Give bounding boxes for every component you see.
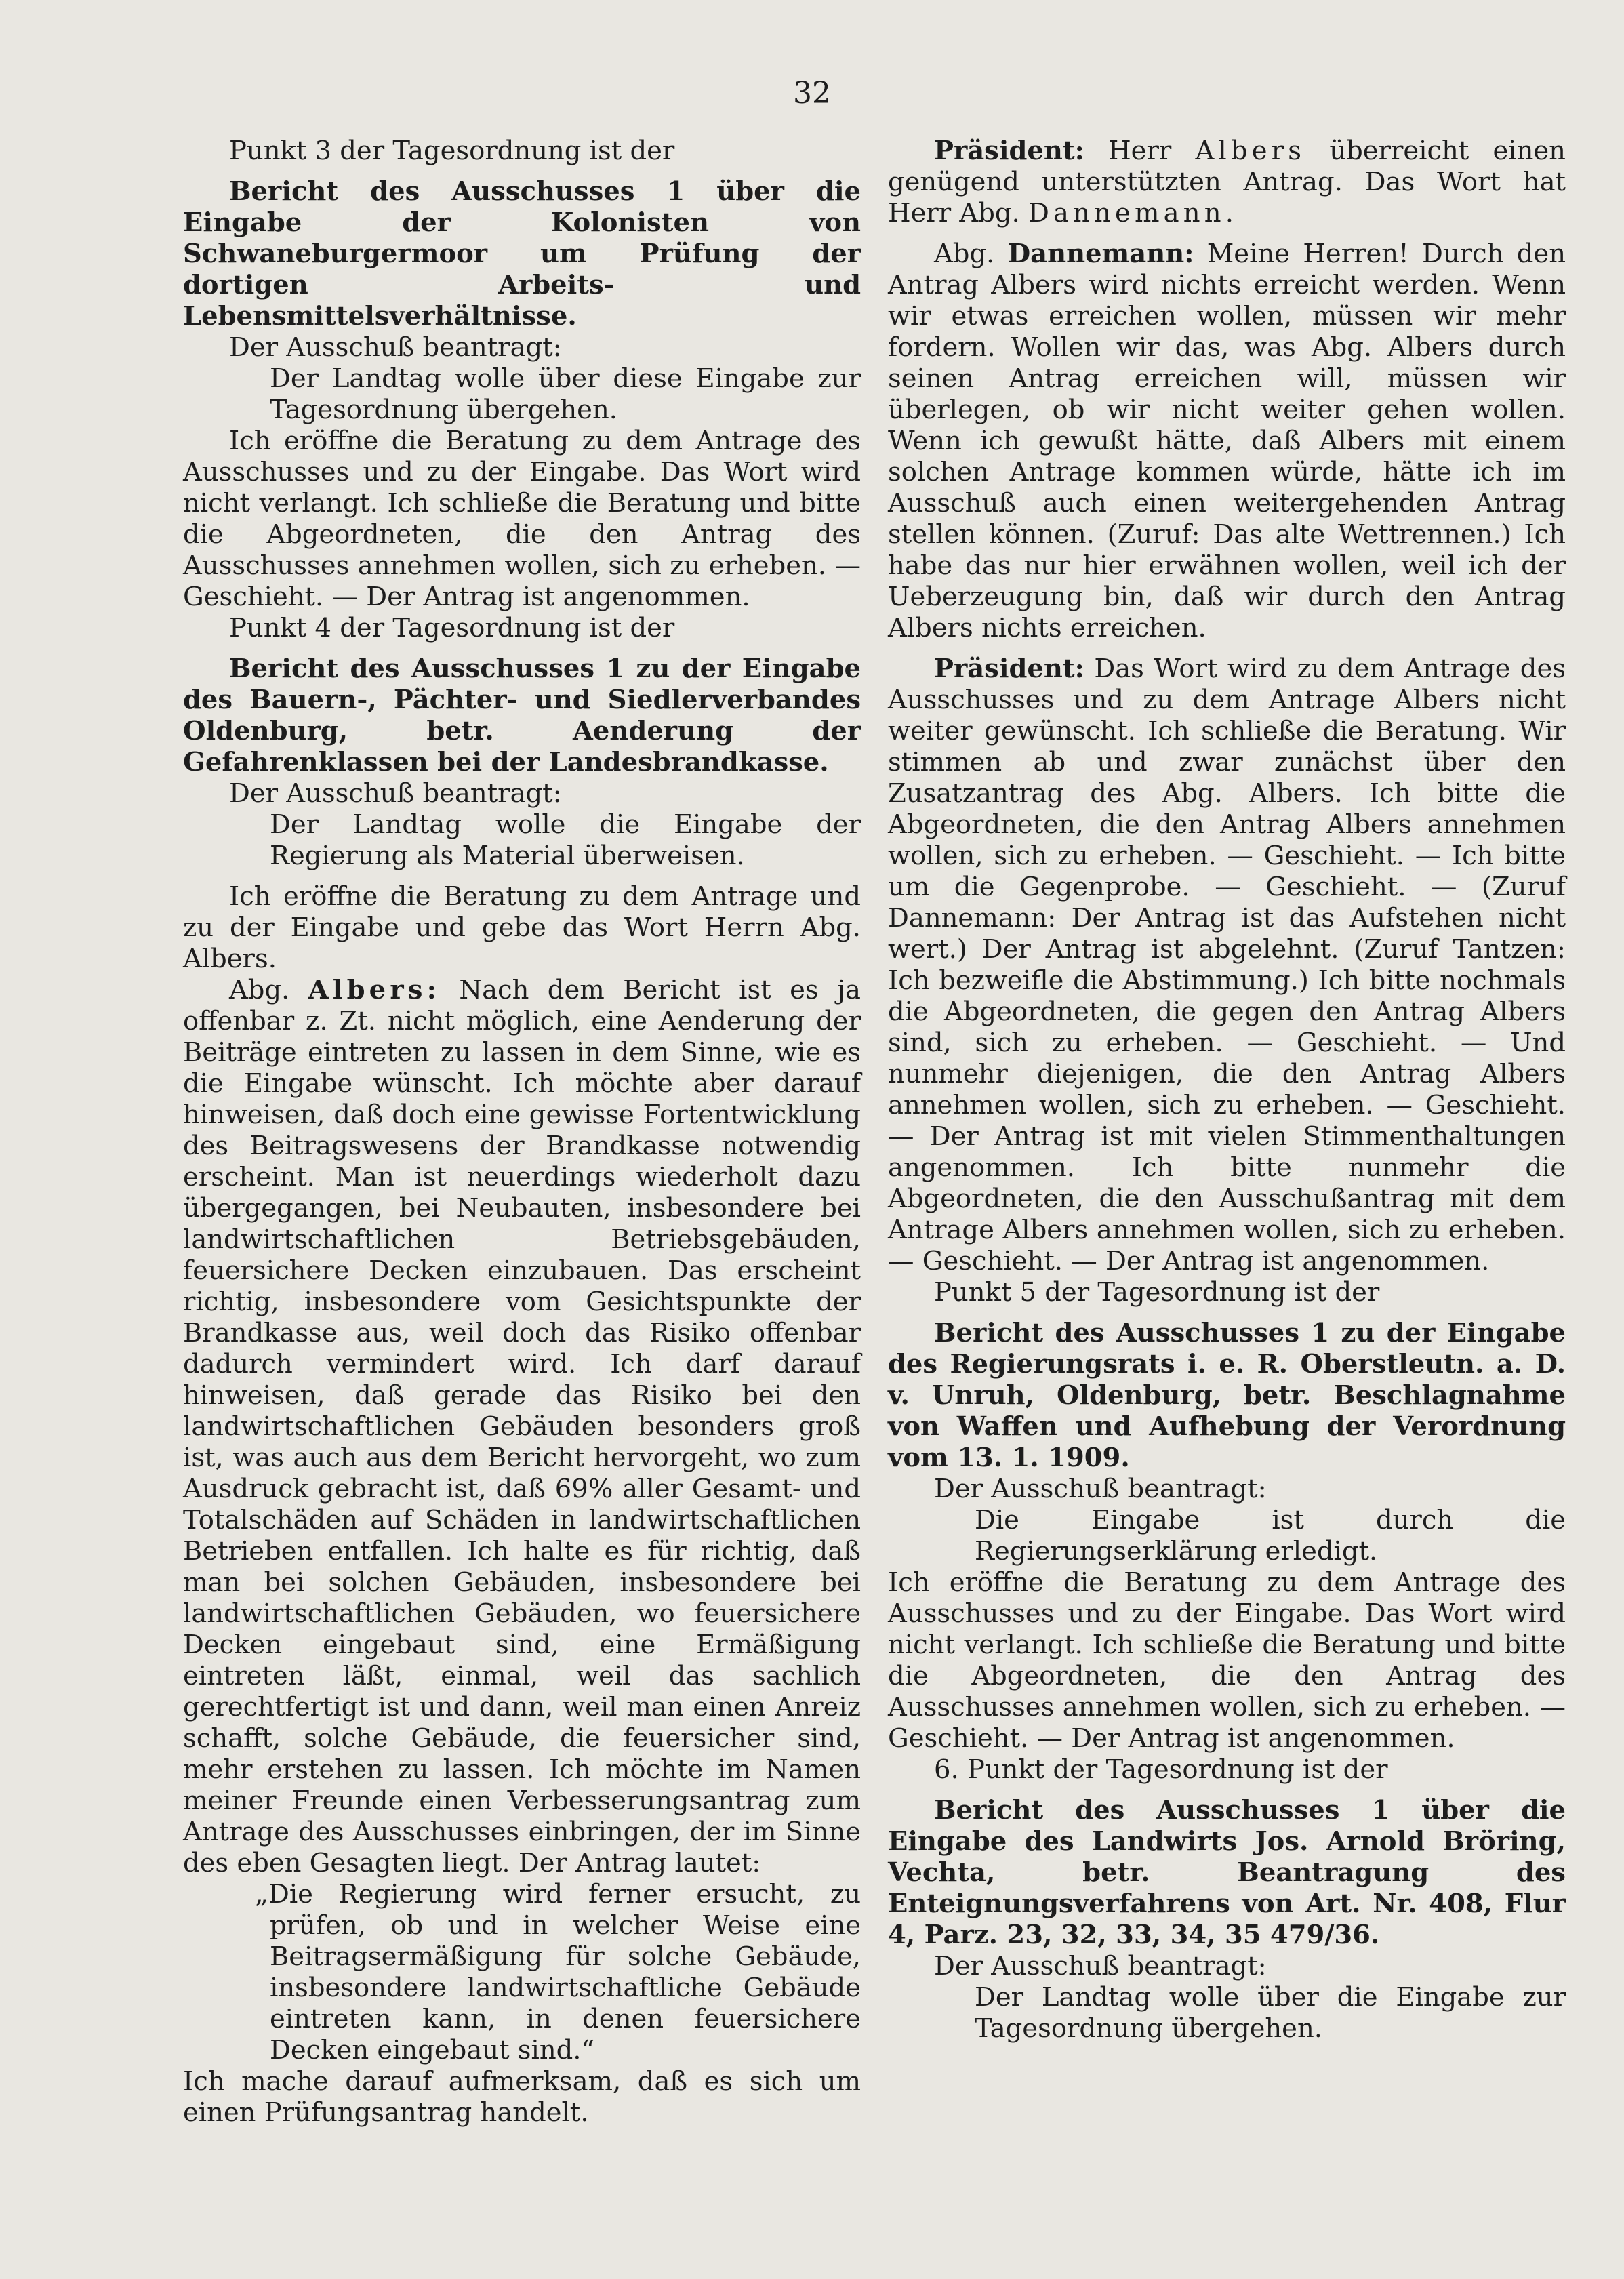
speech-text: Nach dem Bericht ist es ja offenbar z. Zt. nicht möglich, eine Aenderung der Beiträge eintreten zu lassen in dem Sinne, wie es die Eingabe wünscht. Ich möchte aber darauf hinweisen, daß doch eine gewisse Fortentwicklung des Beitragswesens der Brandkasse notwendig erscheint. Man ist neuerdings wiederholt dazu übergegangen, bei Neubauten, insbesondere bei landwirtschaftlichen Betriebsgebäuden, feuersichere Decken einzubauen. Das erscheint richtig, insbesondere vom Gesichtspunkte der Brandkasse aus, weil doch das Risiko offenbar dadurch vermindert wird. Ich darf darauf hinweisen, daß gerade das Risiko bei den landwirtschaftlichen Gebäuden besonders groß ist, was auch aus dem Bericht hervorgeht, wo zum Ausdruck gebracht ist, daß 69% aller Gesamt- und Totalschäden auf Schäden in landwirtschaftlichen Betrieben entfallen. Ich halte es für richtig, daß man bei solchen Gebäuden, insbesondere bei landwirtschaftlichen Gebäuden, wo feuersichere Decken eingebaut sind, eine Ermäßigung eintreten läßt, einmal, weil das sachlich gerechtfertigt ist und dann, weil man einen Anreiz schafft, solche Gebäude, die feuersicher sind, mehr erstehen zu lassen. Ich möchte im Namen meiner Freunde einen Verbesserungsantrag zum Antrage des Ausschusses einbringen, der im Sinne des eben Gesagten liegt. Der Antrag lautet: [183, 975, 861, 1878]
speech-text: Meine Herren! Durch den Antrag Albers wird nichts erreicht werden. Wenn wir etwas erreichen wollen, müssen wir mehr fordern. Wollen wir das, was Abg. Albers durch seinen Antrag erreichen will, müssen wir überlegen, ob wir nicht weiter gehen wollen. Wenn ich gewußt hätte, daß Albers mit einem solchen Antrage kommen würde, hätte ich im Ausschuß auch einen weitergehenden Antrag stellen können. (Zuruf: Das alte Wettrennen.) Ich habe das nur hier erwähnen wollen, weil ich der Ueberzeugung bin, daß wir durch den Antrag Albers nichts erreichen. [888, 239, 1566, 643]
deliberation-text: Ich eröffne die Beratung zu dem Antrage des Ausschusses und zu der Eingabe. Das Wort wird nicht verlangt. Ich schließe die Beratung und bitte die Abgeordneten, die den Antrag des Ausschusses annehmen wollen, sich zu erheben. — Geschieht. — Der Antrag ist angenommen. [888, 1567, 1566, 1754]
speaker-name: Präsident: [934, 653, 1084, 684]
speaker-prefix: Abg. [229, 975, 290, 1005]
agenda-item-6-intro: 6. Punkt der Tagesordnung ist der [934, 1754, 1388, 1785]
speaker-name: Albers: [308, 975, 441, 1005]
committee-motion-text: Der Landtag wolle über die Eingabe zur Tagesordnung übergehen. [975, 1982, 1566, 2044]
speaker-name: Albers [1195, 136, 1306, 166]
agenda-item-6-title: Bericht des Ausschusses 1 über die Eingabe des Landwirts Jos. Arnold Bröring, Vechta, betr. Beantragung des Enteignungsverfahrens von Art. Nr. 408, Flur 4, Parz. 23, 32, 33, 34, 35 479/36. [888, 1795, 1566, 1950]
speaker-name: Präsident: [934, 136, 1084, 166]
right-column [888, 136, 1566, 2044]
committee-motion-text: Der Landtag wolle die Eingabe der Regierung als Material überweisen. [270, 809, 861, 871]
speaker-prefix: Abg. [934, 239, 995, 269]
speech-text: Das Wort wird zu dem Antrage des Ausschusses und zu dem Antrage Albers nicht weiter gewünscht. Ich schließe die Beratung. Wir stimmen ab und zwar zunächst über den Zusatzantrag des Abg. Albers. Ich bitte die Abgeordneten, die den Antrag Albers annehmen wollen, sich zu erheben. — Geschieht. — Ich bitte um die Gegenprobe. — Geschieht. — (Zuruf Dannemann: Der Antrag ist das Aufstehen nicht wert.) Der Antrag ist abgelehnt. (Zuruf Tantzen: Ich bezweifle die Abstimmung.) Ich bitte nochmals die Abgeordneten, die gegen den Antrag Albers sind, sich zu erheben. — Geschieht. — Und nunmehr diejenigen, die den Antrag Albers annehmen wollen, sich zu erheben. — Geschieht. — Der Antrag ist mit vielen Stimmenthaltungen angenommen. Ich bitte nunmehr die Abgeordneten, die den Ausschußantrag mit dem Antrage Albers annehmen wollen, sich zu erheben. — Geschieht. — Der Antrag ist angenommen. [888, 653, 1566, 1276]
agenda-item-4-intro: Punkt 4 der Tagesordnung ist der [229, 613, 675, 643]
speech-president [888, 653, 1566, 1277]
amendment-text: „Die Regierung wird ferner ersucht, zu prüfen, ob und in welcher Weise eine Beitragsermäßigung für solche Gebäude, insbesondere landwirtschaftliche Gebäude eintreten kann, in denen feuersichere Decken eingebaut sind.“ [255, 1879, 861, 2065]
closing-remark: Ich mache darauf aufmerksam, daß es sich um einen Prüfungsantrag handelt. [183, 2066, 861, 2128]
agenda-item-5-title: Bericht des Ausschusses 1 zu der Eingabe des Regierungsrats i. e. R. Oberstleutn. a. D. v. Unruh, Oldenburg, betr. Beschlagnahme von Waffen und Aufhebung der Verordnung vom 13. 1. 1909. [888, 1318, 1566, 1473]
committee-motion-label: Der Ausschuß beantragt: [934, 1951, 1267, 1981]
speech-albers [183, 975, 861, 1879]
committee-motion-label: Der Ausschuß beantragt: [229, 778, 562, 809]
speech-text: Herr [1108, 136, 1172, 166]
speech-president [888, 136, 1566, 229]
committee-motion-label: Der Ausschuß beantragt: [934, 1474, 1267, 1504]
speaker-name: Dannemann. [1028, 198, 1238, 228]
committee-motion-text: Die Eingabe ist durch die Regierungserklärung erledigt. [975, 1505, 1566, 1567]
left-column [183, 136, 861, 2129]
committee-motion-label: Der Ausschuß beantragt: [229, 332, 562, 363]
speaker-name: Dannemann: [1007, 239, 1194, 269]
agenda-item-5-intro: Punkt 5 der Tagesordnung ist der [934, 1277, 1380, 1308]
agenda-item-4-title: Bericht des Ausschusses 1 zu der Eingabe des Bauern-, Pächter- und Siedlerverbandes Oldenburg, betr. Aenderung der Gefahrenklassen bei der Landesbrandkasse. [183, 653, 861, 778]
agenda-item-3-title: Bericht des Ausschusses 1 über die Eingabe der Kolonisten von Schwaneburgermoor um Prüfung der dortigen Arbeits- und Lebensmittelsverhältnisse. [183, 176, 861, 331]
agenda-item-3-intro: Punkt 3 der Tagesordnung ist der [229, 136, 675, 166]
page-number: 32 [793, 76, 831, 110]
speech-dannemann [888, 239, 1566, 644]
deliberation-text: Ich eröffne die Beratung zu dem Antrage des Ausschusses und zu der Eingabe. Das Wort wird nicht verlangt. Ich schließe die Beratung und bitte die Abgeordneten, die den Antrag des Ausschusses annehmen wollen, sich zu erheben. — Geschieht. — Der Antrag ist angenommen. [183, 426, 861, 612]
committee-motion-text: Der Landtag wolle über diese Eingabe zur Tagesordnung übergehen. [270, 363, 861, 425]
deliberation-text: Ich eröffne die Beratung zu dem Antrage und zu der Eingabe und gebe das Wort Herrn Abg. Albers. [183, 881, 861, 974]
speech-text: überreicht einen genügend unterstützten Antrag. Das Wort hat Herr Abg. [888, 136, 1566, 228]
